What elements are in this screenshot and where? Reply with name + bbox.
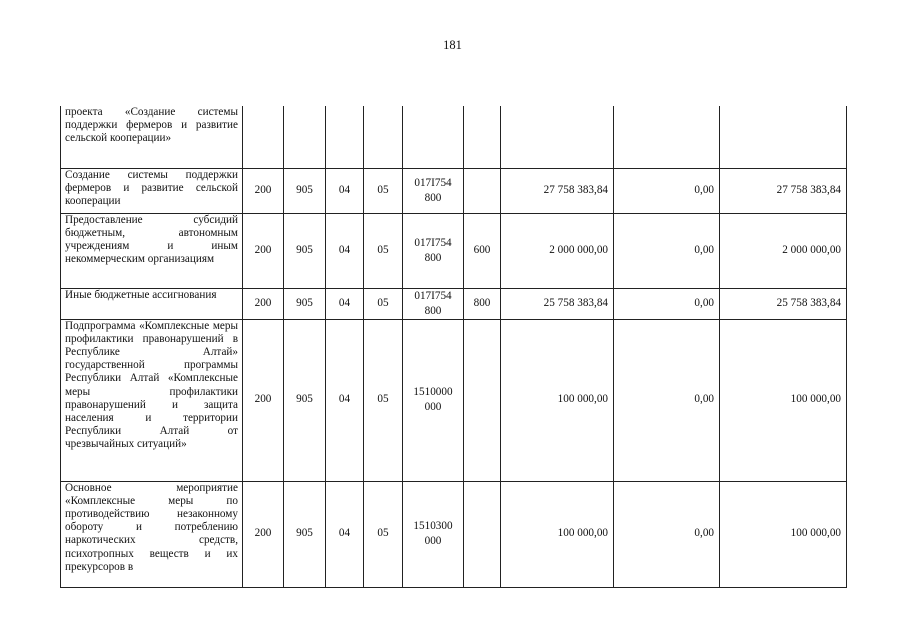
sum-other-cell: 25 758 383,84 [720,288,847,319]
sum-total-cell: 100 000,00 [501,319,614,481]
sum-total-cell: 27 758 383,84 [501,168,614,213]
sum-federal-cell: 0,00 [614,213,720,288]
pr-cell: 05 [364,481,403,587]
csr-code-part1: 017I754 [414,236,452,249]
sum-other-cell [720,106,847,168]
ved-cell [284,106,326,168]
csr-code-part2: 000 [424,401,442,413]
csr-cell [403,168,464,213]
table-row [61,168,847,213]
sum-total-cell: 2 000 000,00 [501,213,614,288]
grbs-cell [243,106,284,168]
sum-total-cell: 100 000,00 [501,481,614,587]
rz-cell: 04 [326,168,364,213]
pr-cell: 05 [364,213,403,288]
pr-cell: 05 [364,288,403,319]
sum-federal-cell: 0,00 [614,288,720,319]
sum-total-cell: 25 758 383,84 [501,288,614,319]
pr-cell: 05 [364,319,403,481]
rz-cell: 04 [326,319,364,481]
rz-cell: 04 [326,213,364,288]
vr-cell [464,168,501,213]
row-name-cell: Создание системы поддержки фермеров и развитие сельской кооперации [61,168,243,213]
grbs-cell: 200 [243,319,284,481]
vr-cell [464,106,501,168]
sum-federal-cell [614,106,720,168]
csr-code-part2: 000 [424,535,442,547]
grbs-cell: 200 [243,288,284,319]
table-row [61,213,847,288]
pr-cell: 05 [364,168,403,213]
sum-other-cell: 2 000 000,00 [720,213,847,288]
table-row [61,319,847,481]
vr-cell: 600 [464,213,501,288]
ved-cell: 905 [284,481,326,587]
page-number: 181 [443,38,462,52]
ved-cell: 905 [284,288,326,319]
row-name-cell: проекта «Создание системы поддержки фермеров и развитие сельской кооперации» [61,106,243,168]
vr-cell [464,319,501,481]
grbs-cell: 200 [243,168,284,213]
table-row [61,481,847,587]
pr-cell [364,106,403,168]
row-name-cell: Основное мероприятие «Комплексные меры по противодействию незаконному обороту и потреблению наркотических средств, психотропных веществ и их прекурсоров в [61,481,243,587]
grbs-cell: 200 [243,213,284,288]
sum-other-cell: 27 758 383,84 [720,168,847,213]
row-name-cell: Иные бюджетные ассигнования [61,288,243,319]
csr-cell [403,106,464,168]
sum-federal-cell: 0,00 [614,481,720,587]
csr-code-part2: 800 [424,251,442,264]
sum-total-cell [501,106,614,168]
csr-code-part1: 017I754 [414,176,452,189]
ved-cell: 905 [284,213,326,288]
csr-code-part2: 800 [424,191,442,204]
csr-cell [403,288,464,319]
budget-table [60,106,847,588]
csr-code-part1: 1510000 [413,386,453,398]
table-row [61,106,847,168]
vr-cell: 800 [464,288,501,319]
rz-cell: 04 [326,288,364,319]
csr-cell [403,481,464,587]
ved-cell: 905 [284,319,326,481]
csr-code-part1: 1510300 [413,520,453,532]
ved-cell: 905 [284,168,326,213]
vr-cell [464,481,501,587]
table-row [61,288,847,319]
csr-cell [403,319,464,481]
sum-other-cell: 100 000,00 [720,481,847,587]
sum-federal-cell: 0,00 [614,168,720,213]
csr-cell [403,213,464,288]
row-name-cell: Подпрограмма «Комплексные меры профилактики правонарушений в Республике Алтай» государственной программы Республики Алтай «Комплексные меры профилактики правонарушений и защита населения и территории Республики Алтай от чрезвычайных ситуаций» [61,319,243,481]
csr-code-part2: 800 [424,304,442,317]
rz-cell: 04 [326,481,364,587]
row-name-cell: Предоставление субсидий бюджетным, автономным учреждениям и иным некоммерческим организациям [61,213,243,288]
sum-federal-cell: 0,00 [614,319,720,481]
csr-code-part1: 017I754 [414,289,452,302]
sum-other-cell: 100 000,00 [720,319,847,481]
rz-cell [326,106,364,168]
grbs-cell: 200 [243,481,284,587]
